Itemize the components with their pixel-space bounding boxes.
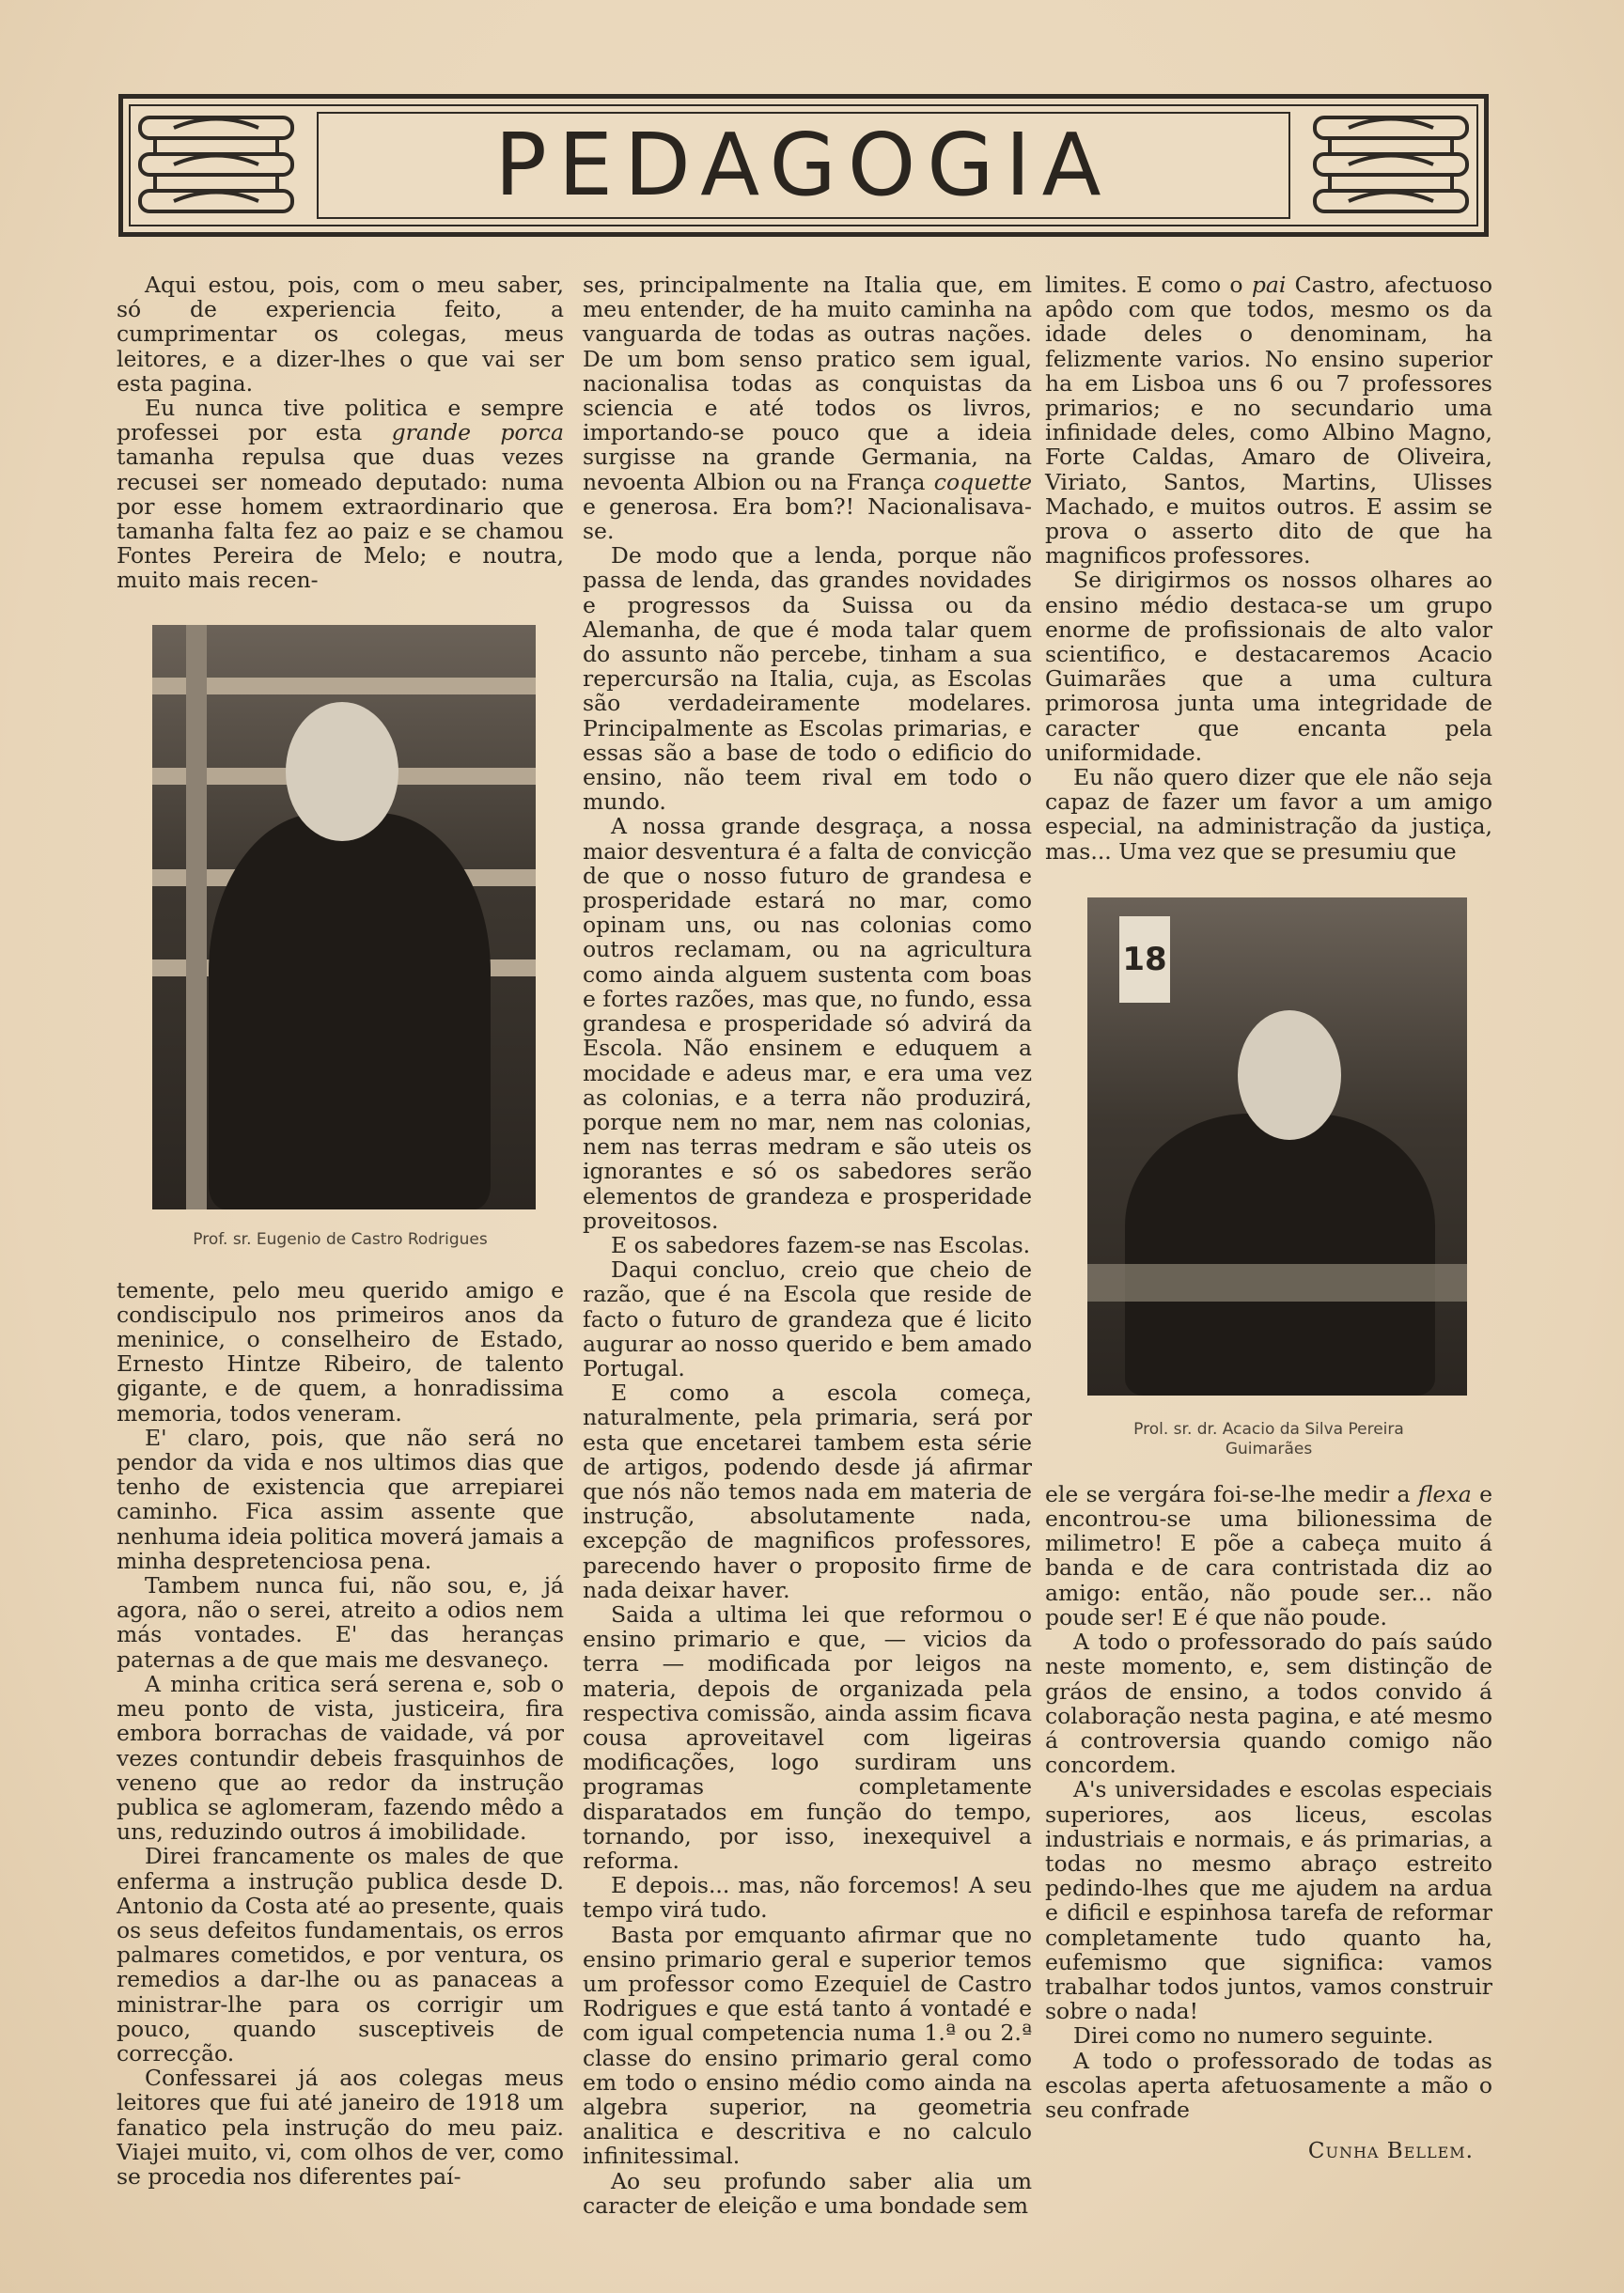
paragraph: De modo que a lenda, porque não passa de lenda, das grandes novidades e progressos da Suissa ou da Alemanha, de que é moda talar quem do assunto não percebe, tinham a sua repercursão na Italia, cuja, as Escolas são verdadeiramente modelares. Principalmente as Escolas primarias, e essas são a base de todo o edificio do ensino, não teem rival em todo o mundo. bbox=[583, 542, 1032, 816]
paragraph: Ao seu profundo saber alia um caracter de eleição e uma bondade sem bbox=[583, 2167, 1032, 2219]
page-title: PEDAGOGIA bbox=[494, 115, 1113, 215]
portrait-photo-eugenio bbox=[152, 625, 536, 1209]
paragraph: Eu nunca tive politica e sempre professei por esta grande porca tamanha repulsa que duas vezes recusei ser nomeado deputado: numa por esse homem extraordinario que tamanha falta fez ao paiz e se chamou Fontes Pereira de Melo; e noutra, muito mais recen- bbox=[117, 395, 564, 594]
paragraph: E depois... mas, não forcemos! A seu tempo virá tudo. bbox=[583, 1872, 1032, 1924]
paragraph: A todo o professorado do país saúdo neste momento, e, sem distinção de gráos de ensino, a todos convido á colaboração nesta pagina, e até mesmo á controversia quando comigo não concordem. bbox=[1045, 1629, 1492, 1779]
paragraph: ele se vergára foi-se-lhe medir a flexa e encontrou-se uma bilionessima de milimetro! E põe a cabeça muito á banda e de cara contristada diz ao amigo: então, não poude ser... não poude ser! E é que não poude. bbox=[1045, 1480, 1492, 1630]
paragraph: A minha critica será serena e, sob o meu ponto de vista, justiceira, fira embora borrachas de vaidade, vá por vezes contundir debeis frasquinhos de veneno que ao redor da instrução publica se aglomeram, fazendo mêdo a uns, reduzindo outros á imobilidade. bbox=[117, 1670, 564, 1846]
portrait-photo-acacio bbox=[1087, 897, 1467, 1396]
paragraph: Tambem nunca fui, não sou, e, já agora, não o serei, atreito a odios nem más vontades. E' das heranças paternas a de que mais me desvaneço. bbox=[117, 1572, 564, 1673]
photo-caption: Prol. sr. dr. Acacio da Silva Pereira Guimarães bbox=[1133, 1419, 1404, 1458]
paragraph: Direi francamente os males de que enferma a instrução publica desde D. Antonio da Costa até ao presente, quais os seus defeitos fundamentais, os erros palmares cometidos, e por ventura, os remedios a dar-lhe ou as panaceas a ministrar-lhe para os corrigir um pouco, quando susceptiveis de correcção. bbox=[117, 1843, 564, 2067]
article-column-2 bbox=[583, 273, 1032, 2218]
section-header bbox=[118, 94, 1489, 237]
paragraph: Eu não quero dizer que ele não seja capaz de fazer um favor a um amigo especial, na administração da justiça, mas... Uma vez que se presumiu que bbox=[1045, 764, 1492, 865]
author-signature: Cunha Bellem. bbox=[1307, 2139, 1474, 2164]
paragraph: A nossa grande desgraça, a nossa maior desventura é a falta de convicção de que o nosso futuro de grandesa e prosperidade estará no mar, como opinam uns, ou nas colonias como outros reclamam, ou na agricultura como ainda alguem sustenta com boas e fortes razões, mas que, no fundo, essa grandesa e prosperidade só advirá da Escola. Não ensinem e eduquem a mocidade e adeus mar, e era uma vez as colonias, e a terra não produzirá, porque nem no mar, nem nas colonias, nem nas terras medram e são uteis os ignorantes e só os sabedores serão elementos de grandeza e prosperidade proveitosos. bbox=[583, 813, 1032, 1234]
paragraph: Se dirigirmos os nossos olhares ao ensino médio destaca-se um grupo enorme de profissionais de alto valor scientifico, e destacaremos Acacio Guimarães que a uma cultura primorosa junta uma integridade de caracter que encanta pela uniformidade. bbox=[1045, 567, 1492, 766]
wall-calendar: 18 bbox=[1119, 916, 1170, 1003]
paragraph: Daqui concluo, creio que cheio de razão, que é na Escola que reside de facto o futuro de grandeza que é licito augurar ao nosso querido e bem amado Portugal. bbox=[583, 1256, 1032, 1381]
article-column-3 bbox=[1045, 273, 1492, 2163]
paragraph: E os sabedores fazem-se nas Escolas. bbox=[611, 1231, 1031, 1258]
left-ornament-icon bbox=[136, 112, 296, 217]
paragraph: temente, pelo meu querido amigo e condiscipulo nos primeiros anos da meninice, o conselheiro de Estado, Ernesto Hintze Ribeiro, de talento gigante, e de quem, a honradissima memoria, todos veneram. bbox=[117, 1276, 564, 1427]
paragraph: E' claro, pois, que não será no pendor da vida e nos ultimos dias que tenho de existencia que arrepiarei caminho. Fica assim assente que nenhuma ideia politica moverá jamais a minha despretenciosa pena. bbox=[117, 1424, 564, 1574]
paragraph: Direi como no numero seguinte. bbox=[1073, 2022, 1434, 2050]
right-ornament-icon bbox=[1311, 112, 1471, 217]
title-frame bbox=[317, 112, 1290, 219]
paragraph: A's universidades e escolas especiais superiores, aos liceus, escolas industriais e normais, e ás primarias, a todas no mesmo abraço estreito pedindo-lhes que me ajudem na ardua e dificil e espinhosa tarefa de reformar completamente tudo quanto ha, eufemismo que significa: vamos trabalhar todos juntos, vamos construir sobre o nada! bbox=[1045, 1776, 1492, 2025]
paragraph: limites. E como o pai Castro, afectuoso apôdo com que todos, mesmo os da idade deles o denominam, ha felizmente varios. No ensino superior ha em Lisboa uns 6 ou 7 professores primarios; e no secundario uma infinidade deles, como Albino Magno, Forte Caldas, Amaro de Oliveira, Viriato, Santos, Martins, Ulisses Machado, e muitos outros. E assim se prova o asserto dito de que ha magnificos professores. bbox=[1045, 272, 1492, 569]
paragraph: Basta por emquanto afirmar que no ensino primario geral e superior temos um professor como Ezequiel de Castro Rodrigues e que está tanto á vontadé e com igual competencia numa 1.ª ou 2.ª classe do ensino primario geral como em todo o ensino médio como ainda na algebra superior, na geometria analitica e descritiva e no calculo infinitessimal. bbox=[583, 1921, 1032, 2170]
photo-caption: Prof. sr. Eugenio de Castro Rodrigues bbox=[193, 1229, 488, 1249]
paragraph: E como a escola começa, naturalmente, pela primaria, será por esta que encetarei tambem esta série de artigos, podendo desde já afirmar que nós não temos nada em materia de instrução, absolutamente nada, excepção de magnificos professores, parecendo haver o proposito firme de nada deixar haver. bbox=[583, 1380, 1032, 1603]
paragraph: Confessarei já aos colegas meus leitores que fui até janeiro de 1918 um fanatico pela instrução do meu paiz. Viajei muito, vi, com olhos de ver, como se procedia nos diferentes paí- bbox=[117, 2065, 564, 2190]
article-column-1 bbox=[117, 273, 564, 2189]
paragraph: A todo o professorado de todas as escolas aperta afetuosamente a mão o seu confrade bbox=[1045, 2047, 1492, 2123]
paragraph: ses, principalmente na Italia que, em meu entender, de ha muito caminha na vanguarda de todas as outras nações. De um bom senso pratico sem igual, nacionalisa todas as conquistas da sciencia e até todos os livros, importando-se pouco que a ideia surgisse na grande Germania, na nevoenta Albion ou na França coquette e generosa. Era bom?! Nacionalisava-se. bbox=[583, 272, 1032, 545]
paragraph: Saida a ultima lei que reformou o ensino primario e que, — vicios da terra — modificada por leigos na materia, depois de organizada pela respectiva comissão, ainda assim ficava cousa aproveitavel com ligeiras modificações, logo surdiram uns programas completamente disparatados em função do tempo, tornando, por isso, inexequivel a reforma. bbox=[583, 1600, 1032, 1874]
paragraph: Aqui estou, pois, com o meu saber, só de experiencia feito, a cumprimentar os colegas, meus leitores, e a dizer-lhes o que vai ser esta pagina. bbox=[117, 272, 564, 397]
